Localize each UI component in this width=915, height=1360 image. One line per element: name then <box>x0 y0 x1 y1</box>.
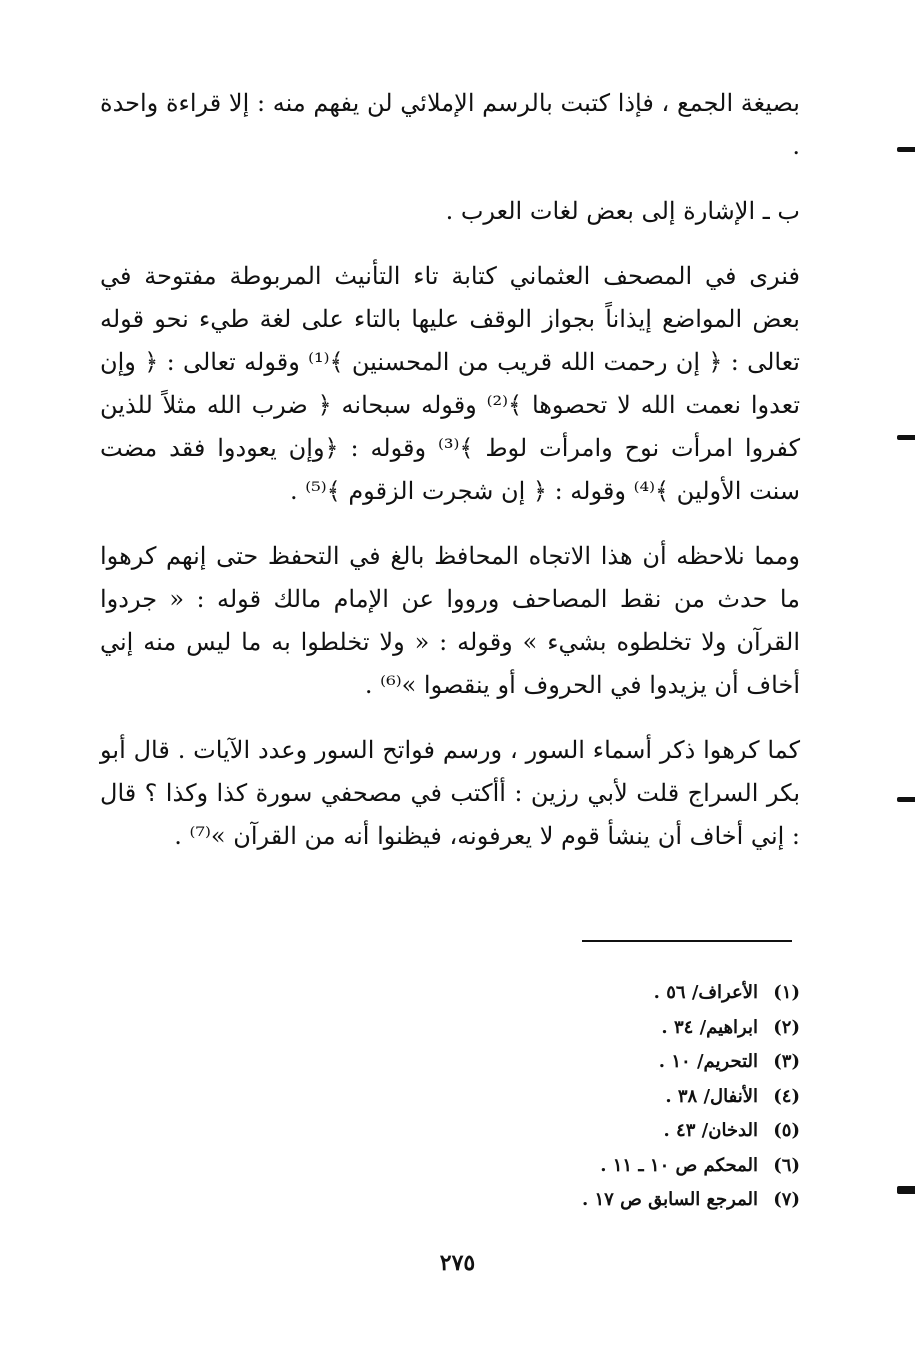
footnote-item <box>380 1149 800 1184</box>
footnotes-list <box>380 976 800 1218</box>
edge-mark <box>897 1186 915 1194</box>
footnote-item <box>380 1183 800 1218</box>
footnote-item <box>380 1080 800 1115</box>
footnote-number: (٣) <box>773 1051 800 1072</box>
main-text <box>100 82 800 880</box>
footnote-text: المرجع السابق ص ١٧ . <box>581 1189 758 1210</box>
footnote-item <box>380 1045 800 1080</box>
section-heading: ب ـ الإشارة إلى بعض لغات العرب . <box>445 197 800 225</box>
footnote-number: (٥) <box>773 1120 800 1141</box>
paragraph-4: كما كرهوا ذكر أسماء السور ، ورسم فواتح السور وعدد الآيات . قال أبو بكر السراج قلت لأبي رزين : أأكتب في مصحفي سورة كذا وكذا ؟ قال : إني أخاف أن ينشأ قوم لا يعرفونه، فيظنوا أنه من القرآن »⁽⁷⁾ . <box>100 736 800 850</box>
paragraph-2: فنرى في المصحف العثماني كتابة تاء التأنيث المربوطة مفتوحة في بعض المواضع إيذاناً بجواز الوقف عليها بالتاء على لغة طيء نحو قوله تعالى : ﴿ إن رحمت الله قريب من المحسنين ﴾⁽¹⁾ وقوله تعالى : ﴿ وإن تعدوا نعمت الله لا تحصوها ﴾⁽²⁾ وقوله سبحانه ﴿ ضرب الله مثلاً للذين كفروا امرأت نوح وامرأت لوط ﴾⁽³⁾ وقوله : ﴿وإن يعودوا فقد مضت سنت الأولين ﴾⁽⁴⁾ وقوله : ﴿ إن شجرت الزقوم ﴾⁽⁵⁾ . <box>100 262 801 505</box>
footnote-number: (٢) <box>773 1016 800 1038</box>
footnote-number: (٦) <box>773 1154 800 1176</box>
footnote-item <box>380 1011 800 1046</box>
footnote-text: الأعراف/ ٥٦ . <box>653 982 758 1003</box>
footnote-number: (٤) <box>773 1085 800 1107</box>
footnote-text: التحريم/ ١٠ . <box>658 1051 758 1072</box>
edge-mark <box>897 797 915 802</box>
footnote-number: (١) <box>773 982 800 1003</box>
page-number: ٢٧٥ <box>439 1250 476 1276</box>
edge-mark <box>897 147 915 152</box>
footnote-text: ابراهيم/ ٣٤ . <box>661 1016 758 1038</box>
paragraph-3: ومما نلاحظه أن هذا الاتجاه المحافظ بالغ في التحفظ حتى إنهم كرهوا ما حدث من نقط المصاحف ورووا عن الإمام مالك قوله : « جردوا القرآن ولا تخلطوه بشيء » وقوله : « ولا تخلطوا به ما ليس منه إني أخاف أن يزيدوا في الحروف أو ينقصوا »⁽⁶⁾ . <box>100 542 800 699</box>
footnote-item <box>380 976 800 1011</box>
edge-mark <box>897 435 915 440</box>
footnote-text: الدخان/ ٤٣ . <box>663 1120 758 1141</box>
footnote-item <box>380 1114 800 1149</box>
footnote-text: الأنفال/ ٣٨ . <box>665 1085 758 1107</box>
footnote-text: المحكم ص ١٠ ـ ١١ . <box>600 1154 758 1176</box>
footnote-divider <box>582 940 792 942</box>
paragraph-1: بصيغة الجمع ، فإذا كتبت بالرسم الإملائي لن يفهم منه : إلا قراءة واحدة . <box>100 89 800 160</box>
footnote-number: (٧) <box>773 1189 800 1210</box>
